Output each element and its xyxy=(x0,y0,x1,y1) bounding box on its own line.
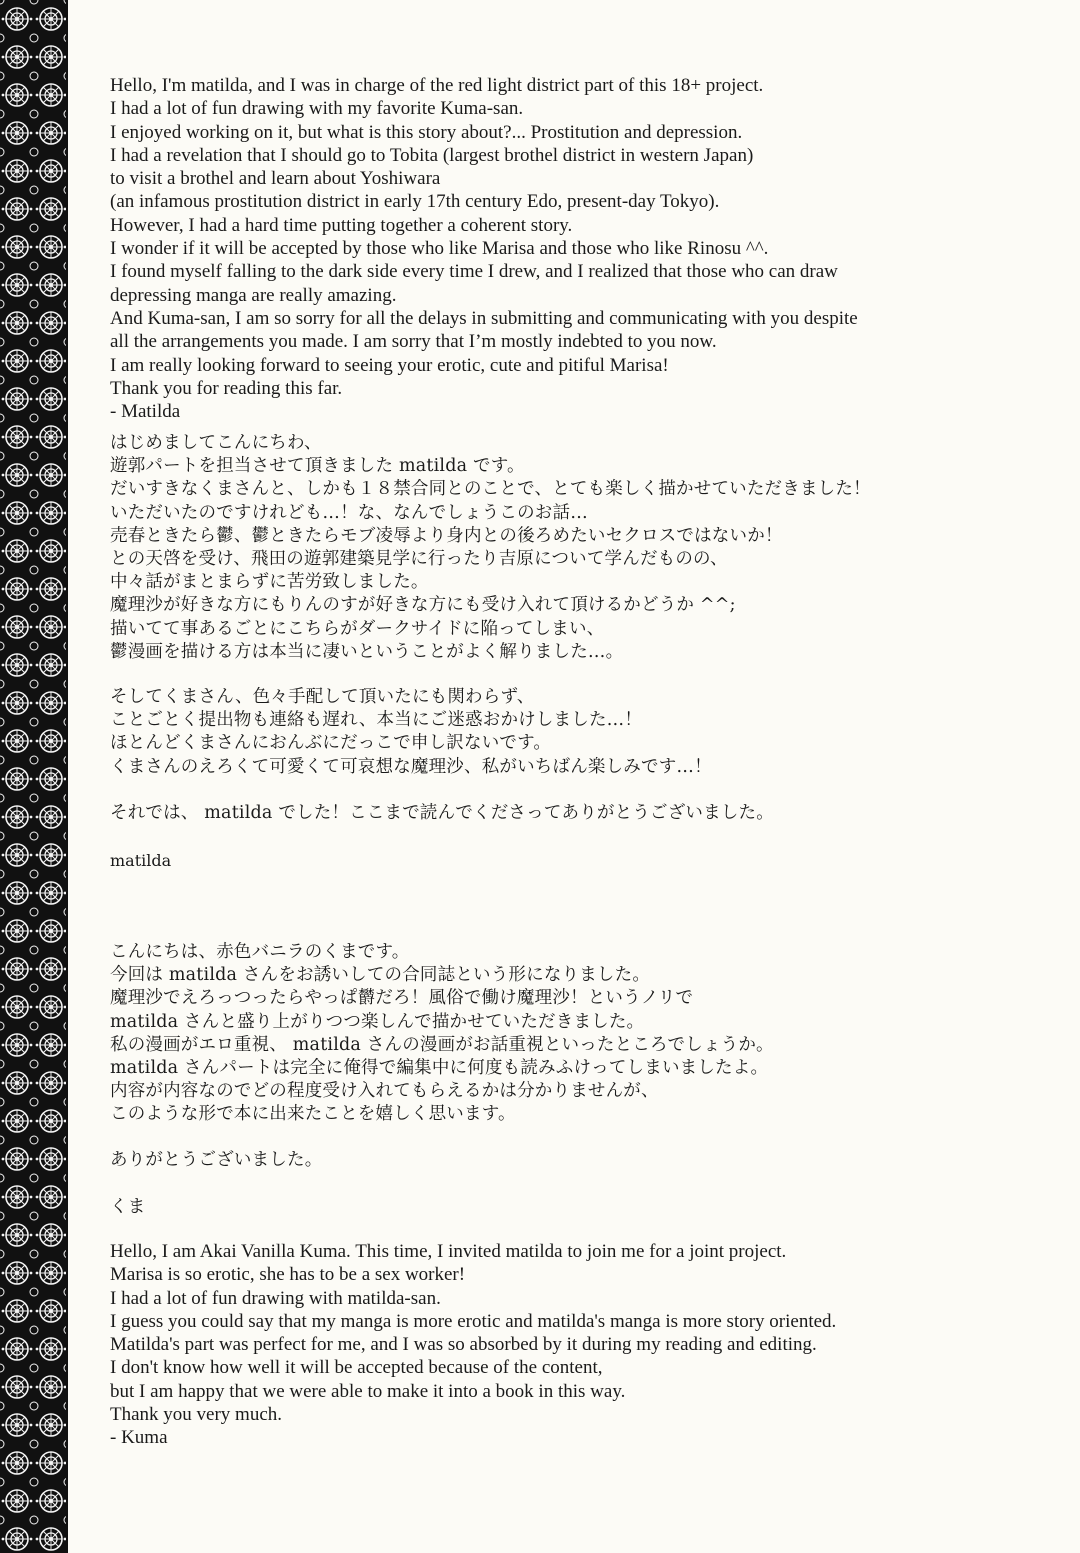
text-line: ことごとく提出物も連絡も遅れ、本当にご迷惑おかけしました…！ xyxy=(110,710,643,731)
text-line: Thank you very much. xyxy=(110,1404,283,1426)
kuma-english-paragraph xyxy=(110,1240,836,1450)
text-line: And Kuma-san, I am so sorry for all the delays in submitting and communicating with you despite xyxy=(110,307,858,329)
matilda-japanese-closing xyxy=(110,802,774,825)
text-line: いただいたのですけれども…！な、なんでしょうこのお話… xyxy=(110,502,588,523)
text-line: matilda さんと盛り上がりつつ楽しんで描かせていただきました。 xyxy=(110,1011,645,1032)
text-line: Marisa is so erotic, she has to be a sex worker! xyxy=(110,1264,466,1286)
kuma-japanese-signature xyxy=(110,1196,145,1219)
matilda-japanese-paragraph-2 xyxy=(110,686,712,779)
text-line: matilda さんパートは完全に俺得で編集中に何度も読みふけってしまいましたよ。 xyxy=(110,1058,769,1079)
text-line: はじめましてこんにちわ、 xyxy=(110,433,322,453)
text-line: 描いてて事あるごとにこちらがダークサイドに陥ってしまい、 xyxy=(110,618,605,639)
text-line: このような形で本に出来たことを嬉しく思います。 xyxy=(110,1104,516,1125)
matilda-japanese-paragraph-1 xyxy=(110,432,871,664)
text-line: I don't know how well it will be accepted because of the content, xyxy=(110,1357,603,1379)
text-line: 遊郭パートを担当させて頂きました matilda です。 xyxy=(110,456,525,477)
text-line: 魔理沙が好きな方にもりんのすが好きな方にも受け入れて頂けるかどうか ^^; xyxy=(110,595,736,616)
text-line: but I am happy that we were able to make it into a book in this way. xyxy=(110,1380,626,1402)
text-line: I had a lot of fun drawing with my favorite Kuma-san. xyxy=(110,98,524,120)
signature: - Matilda xyxy=(110,401,181,423)
closing-line: ありがとうございました。 xyxy=(110,1150,323,1170)
kuma-japanese-note xyxy=(110,941,774,1127)
text-line: I had a lot of fun drawing with matilda-san. xyxy=(110,1287,441,1309)
matilda-japanese-signature xyxy=(110,850,171,872)
matilda-english-note xyxy=(110,74,858,423)
text-line: くまさんのえろくて可愛くて可哀想な魔理沙、私がいちばん楽しみです…！ xyxy=(110,756,712,777)
kuma-japanese-closing xyxy=(110,1149,322,1172)
signature: matilda xyxy=(110,851,172,870)
signature: くま xyxy=(110,1197,146,1217)
text-line: I wonder if it will be accepted by those who like Marisa and those who like Rinosu ^^. xyxy=(110,238,769,260)
text-line: Matilda's part was perfect for me, and I was so absorbed by it during my reading and editing. xyxy=(110,1334,817,1356)
text-line: 内容が内容なのでどの程度受け入れてもらえるかは分かりませんが、 xyxy=(110,1081,659,1102)
lace-pattern-icon xyxy=(0,0,68,1553)
text-line: to visit a brothel and learn about Yoshiwara xyxy=(110,168,441,190)
text-line: こんにちは、赤色バニラのくまです。 xyxy=(110,942,410,962)
text-line: Hello, I am Akai Vanilla Kuma. This time, I invited matilda to join me for a joint project. xyxy=(110,1241,787,1262)
text-line: そしてくまさん、色々手配して頂いたにも関わらず、 xyxy=(110,687,535,707)
matilda-japanese-note xyxy=(110,432,871,664)
text-line: I guess you could say that my manga is more erotic and matilda's manga is more story oriented. xyxy=(110,1310,837,1332)
text-line: 中々話がまとまらずに苦労致しました。 xyxy=(110,572,429,593)
text-line: 売春ときたら鬱、鬱ときたらモブ凌辱より身内との後ろめたいセクロスではないか！ xyxy=(110,525,783,546)
text-line: I found myself falling to the dark side every time I drew, and I realized that those who can draw xyxy=(110,261,838,283)
text-line: 魔理沙でえろっつったらやっぱ欝だろ！風俗で働け魔理沙！というノリで xyxy=(110,988,694,1009)
text-line: Thank you for reading this far. xyxy=(110,377,343,399)
text-line: I enjoyed working on it, but what is this story about?... Prostitution and depression. xyxy=(110,121,743,143)
text-line: Hello, I'm matilda, and I was in charge of the red light district part of this 18+ project. xyxy=(110,75,764,96)
text-line: 私の漫画がエロ重視、 matilda さんの漫画がお話重視といったところでしょうか。 xyxy=(110,1034,774,1055)
matilda-japanese-note-2 xyxy=(110,686,712,779)
kuma-japanese-paragraph xyxy=(110,941,774,1127)
text-line: all the arrangements you made. I am sorry that I’m mostly indebted to you now. xyxy=(110,331,717,353)
decorative-border xyxy=(0,0,68,1553)
text-line: (an infamous prostitution district in early 17th century Edo, present-day Tokyo). xyxy=(110,191,720,213)
text-line: I had a revelation that I should go to Tobita (largest brothel district in western Japan) xyxy=(110,144,754,166)
text-line: 今回は matilda さんをお誘いしての合同誌という形になりました。 xyxy=(110,965,651,986)
text-line: だいすきなくまさんと、しかも１８禁合同とのことで、とても楽しく描かせていただきました！ xyxy=(110,479,871,500)
text-line: との天啓を受け、飛田の遊郭建築見学に行ったり吉原について学んだものの、 xyxy=(110,549,728,570)
text-line: However, I had a hard time putting together a coherent story. xyxy=(110,214,573,236)
signature: - Kuma xyxy=(110,1427,168,1449)
closing-line: それでは、 matilda でした！ここまで読んでくださってありがとうございました。 xyxy=(110,803,774,823)
matilda-english-paragraph xyxy=(110,74,858,423)
text-line: 鬱漫画を描ける方は本当に凄いということがよく解りました…。 xyxy=(110,641,624,662)
text-line: depressing manga are really amazing. xyxy=(110,284,397,306)
kuma-english-note xyxy=(110,1240,836,1450)
text-line: I am really looking forward to seeing your erotic, cute and pitiful Marisa! xyxy=(110,354,669,376)
text-line: ほとんどくまさんにおんぶにだっこで申し訳ないです。 xyxy=(110,733,552,754)
